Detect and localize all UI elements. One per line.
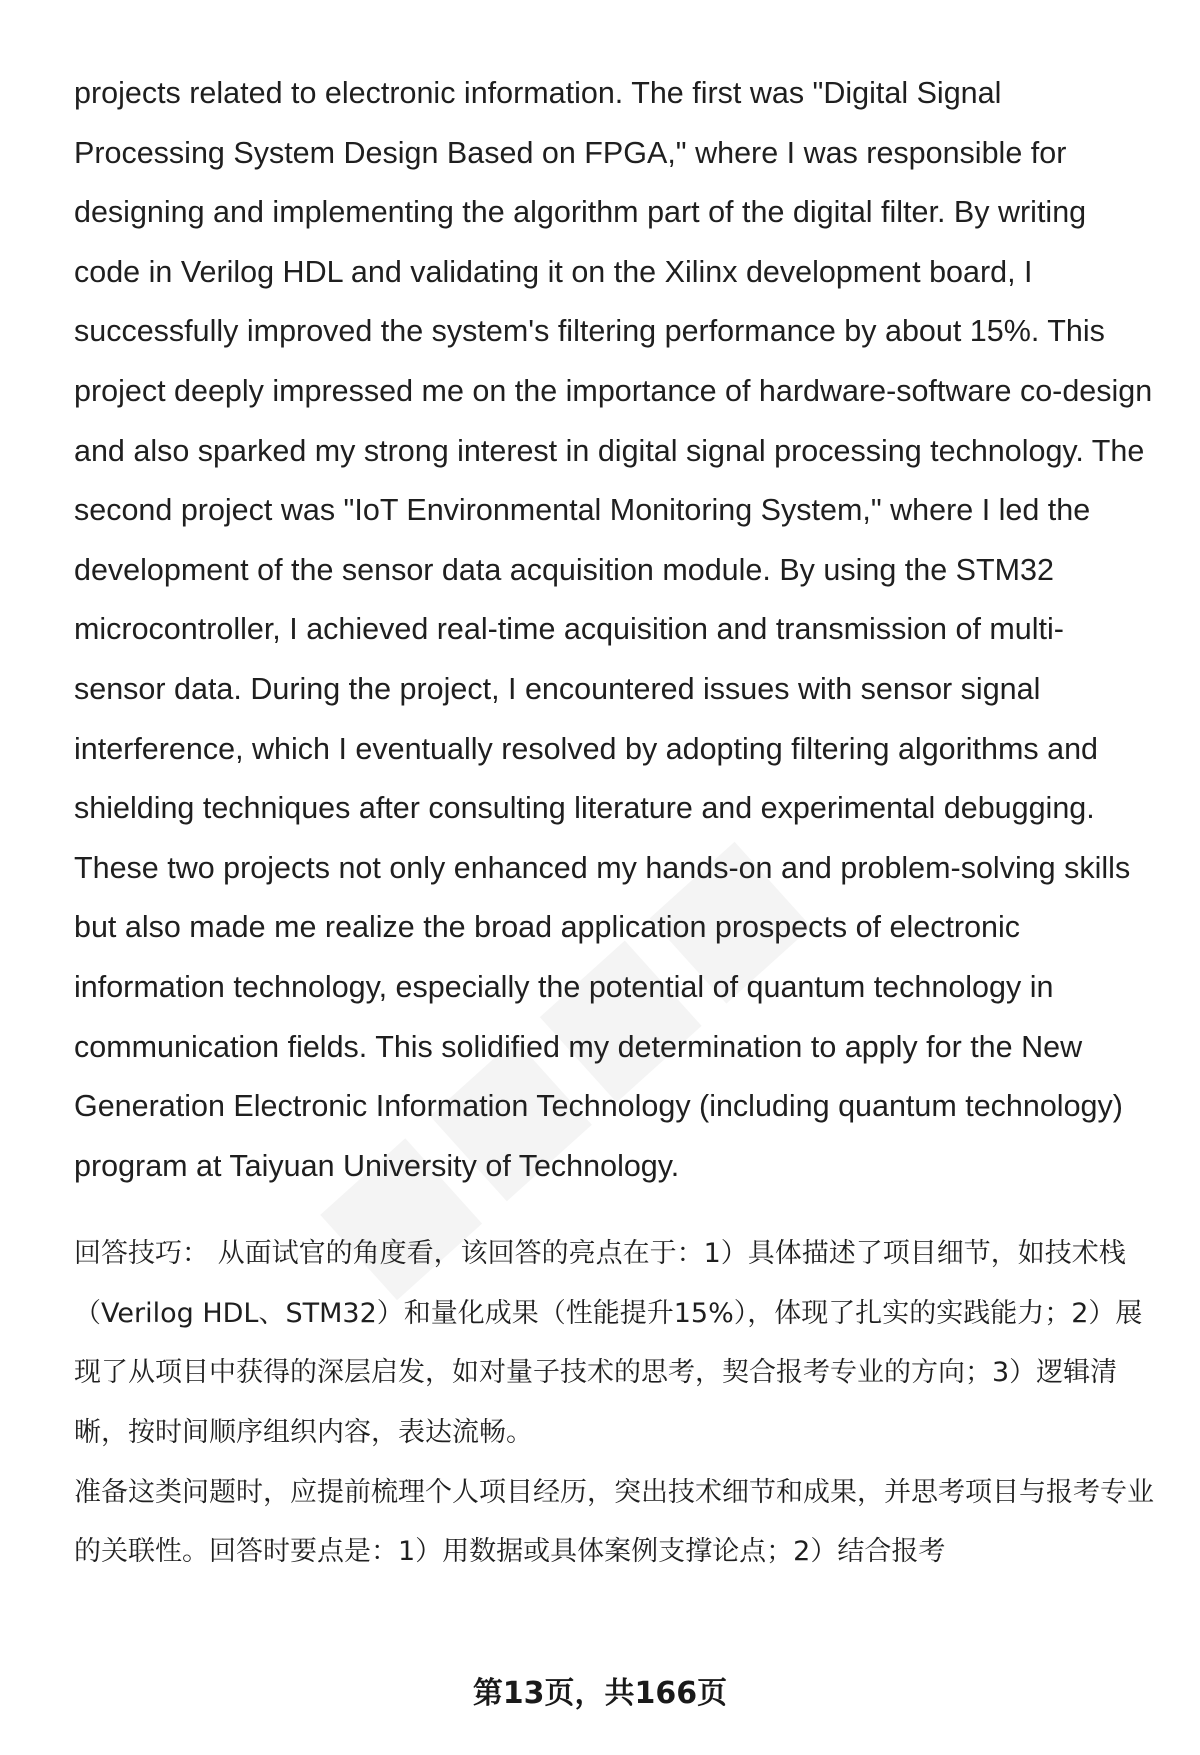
- answer-tips-paragraph: 回答技巧： 从面试官的角度看，该回答的亮点在于：1）具体描述了项目细节，如技术栈（Verilog HDL、STM32）和量化成果（性能提升15%），体现了扎实的实践能力；2）展现了从项目中获得的深层启发，如对量子技术的思考，契合报考专业的方向；3）逻辑清晰，按时间顺序组织内容，表达流畅。: [74, 1238, 1143, 1449]
- preparation-advice-paragraph: 准备这类问题时，应提前梳理个人项目经历，突出技术细节和成果，并思考项目与报考专业的关联性。回答时要点是：1）用数据或具体案例支撑论点；2）结合报考: [74, 1476, 1154, 1568]
- page-number-footer: 第13页，共166页: [472, 1676, 728, 1711]
- essay-paragraph: projects related to electronic information. The first was "Digital Signal Processing System Design Based on FPGA," where I was responsible for designing and implementing the algorithm part of the digital filter. By writing code in Verilog HDL and validating it on the Xilinx development board, I successfully improved the system's filtering performance by about 15%. This project deeply impressed me on the importance of hardware-software co-design and also sparked my strong interest in digital signal processing technology. The second project was "IoT Environmental Monitoring System," where I led the development of the sensor data acquisition module. By using the STM32 microcontroller, I achieved real-time acquisition and transmission of multi-sensor data. During the project, I encountered issues with sensor signal interference, which I eventually resolved by adopting filtering algorithms and shielding techniques after consulting literature and experimental debugging. These two projects not only enhanced my hands-on and problem-solving skills but also made me realize the broad application prospects of electronic information technology, especially the potential of quantum technology in communication fields. This solidified my determination to apply for the New Generation Electronic Information Technology (including quantum technology) program at Taiyuan University of Technology.: [74, 76, 1153, 1183]
